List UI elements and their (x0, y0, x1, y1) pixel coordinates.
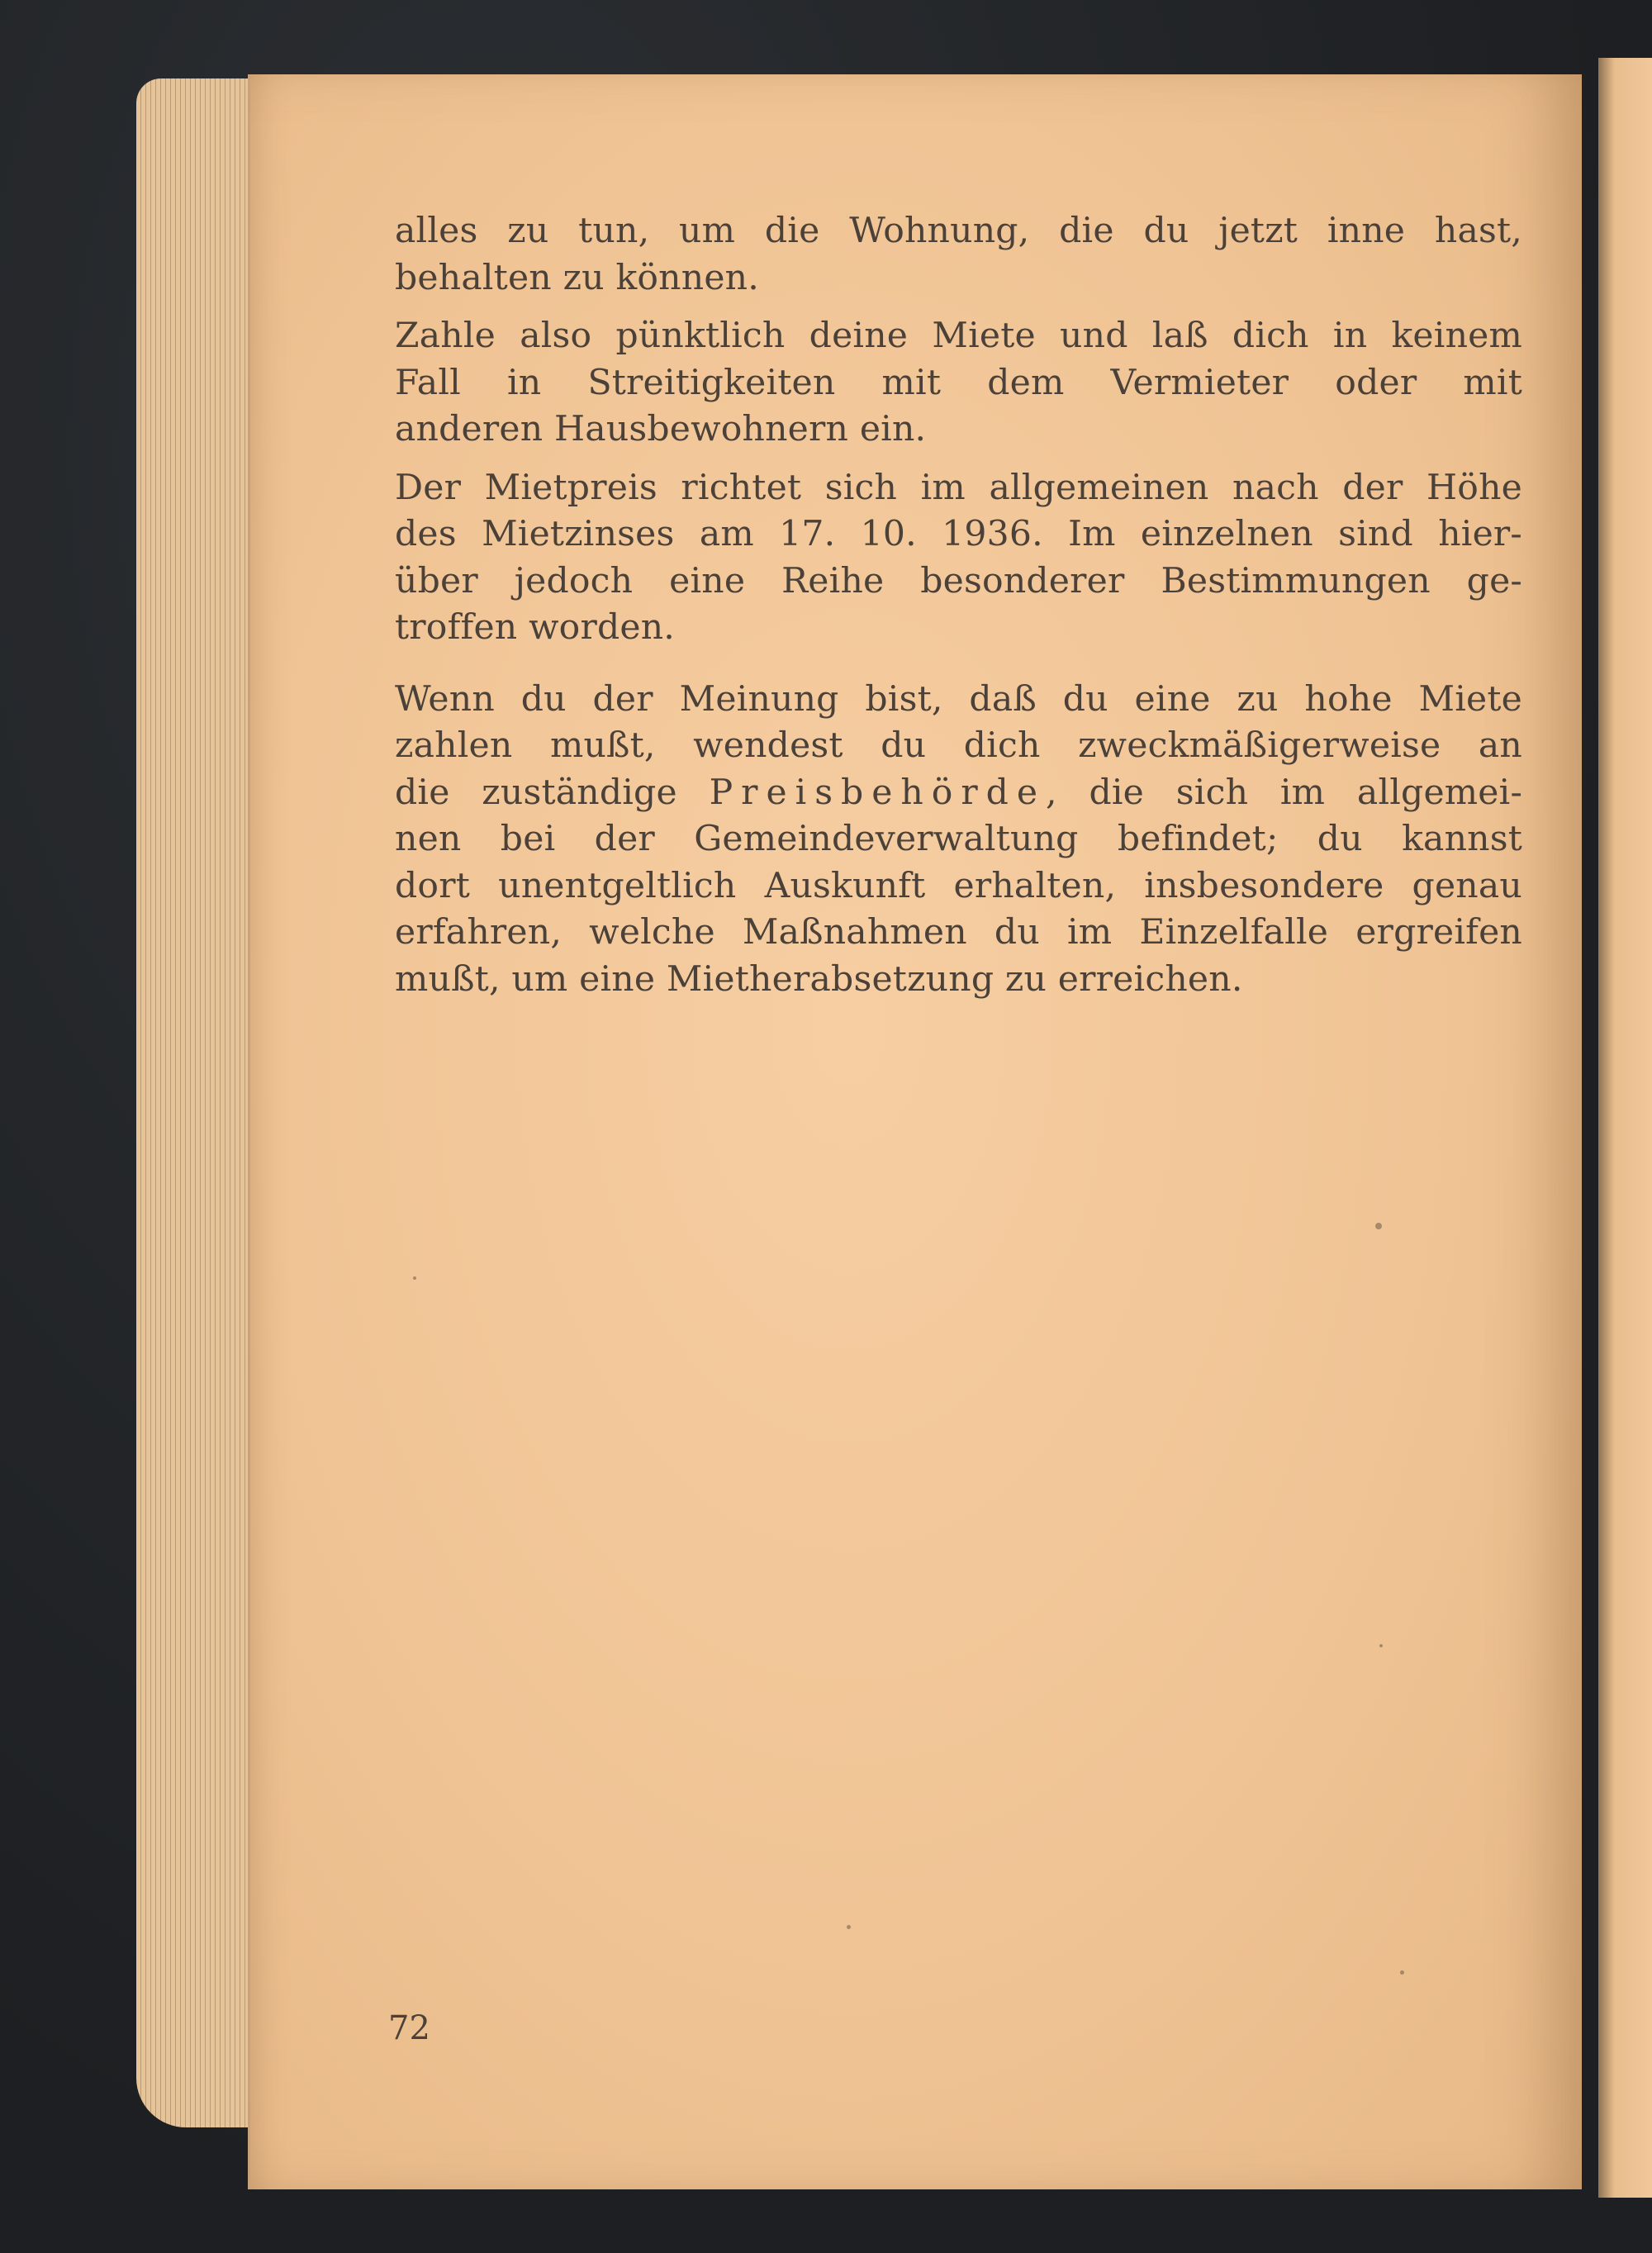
text-fragment: die zuständige (395, 772, 677, 813)
text-line: behalten zu können. (395, 257, 759, 298)
text-line: Der Mietpreis richtet sich im allgemeinen nach der Höhe (395, 467, 1522, 508)
page-text (395, 208, 1522, 1015)
text-line: über jedoch eine Reihe besonderer Bestimmungen ge- (395, 560, 1522, 601)
paragraph-3 (395, 465, 1522, 652)
paper-speck (1400, 1970, 1404, 1975)
text-fragment: , die sich im allgemei- (1046, 772, 1522, 813)
text-line-with-emphasis (395, 770, 1522, 817)
page-number: 72 (388, 2009, 430, 2047)
text-line: dort unentgeltlich Auskunft erhalten, insbesondere genau (395, 865, 1522, 906)
text-line: des Mietzinses am 17. 10. 1936. Im einzelnen sind hier- (395, 514, 1522, 554)
paragraph-1 (395, 208, 1522, 302)
text-line: mußt, um eine Mietherabsetzung zu erreichen. (395, 958, 1243, 1000)
paragraph-4 (395, 677, 1522, 1004)
text-line: anderen Hausbewohnern ein. (395, 409, 927, 449)
paper-speck (847, 1925, 851, 1929)
paper-speck (413, 1276, 416, 1280)
stacked-page-edges (136, 78, 260, 2127)
text-line: Fall in Streitigkeiten mit dem Vermieter oder mit (395, 362, 1522, 403)
text-line: Zahle also pünktlich deine Miete und laß dich in keinem (395, 316, 1522, 356)
paper-speck (1379, 1644, 1383, 1647)
text-line: zahlen mußt, wendest du dich zweckmäßigerweise an (395, 725, 1522, 766)
text-line: Wenn du der Meinung bist, daß du eine zu hohe Miete (395, 678, 1522, 720)
paragraph-2 (395, 313, 1522, 454)
facing-page-edge (1598, 58, 1652, 2198)
text-line: troffen worden. (395, 607, 675, 648)
text-line: erfahren, welche Maßnahmen du im Einzelfalle ergreifen (395, 912, 1522, 953)
text-line: nen bei der Gemeindeverwaltung befindet; du kannst (395, 819, 1522, 859)
text-line: alles zu tun, um die Wohnung, die du jetzt inne hast, (395, 211, 1522, 251)
page-fold-line (248, 74, 250, 2189)
emphasized-term: Preisbehörde (709, 772, 1047, 813)
paper-speck (1375, 1223, 1382, 1229)
